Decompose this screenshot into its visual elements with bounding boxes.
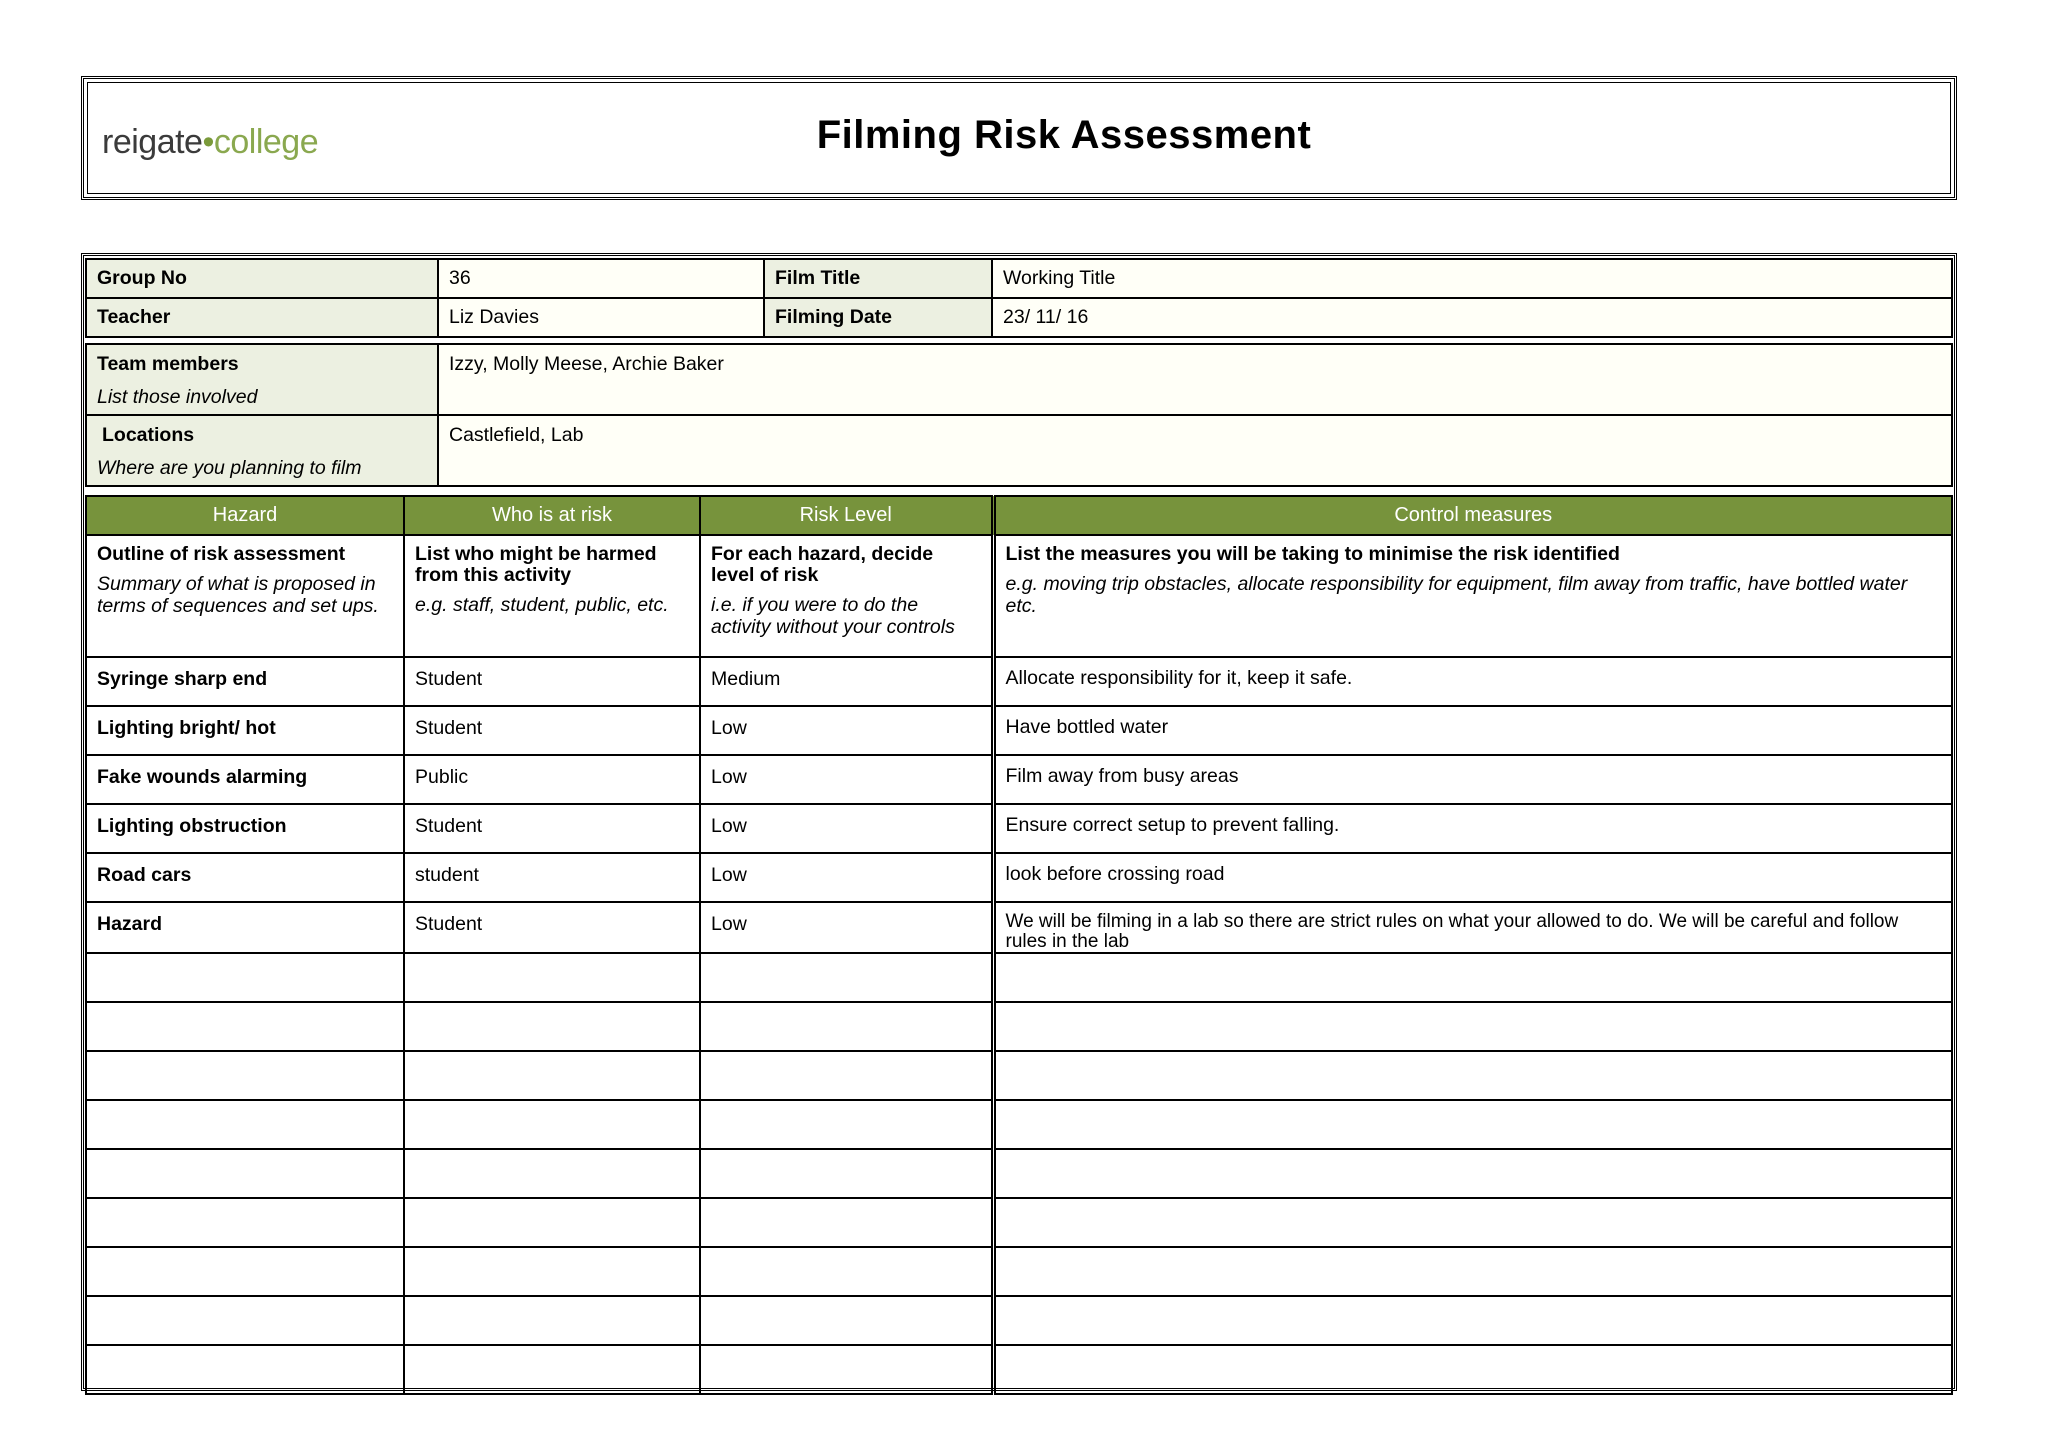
film-title-value[interactable]: Working Title <box>992 259 1952 298</box>
row-level[interactable]: Low <box>700 902 993 953</box>
empty-cell[interactable] <box>993 1002 1952 1051</box>
filming-date-value[interactable]: 23/ 11/ 16 <box>992 298 1952 337</box>
intro-level-title: For each hazard, decide level of risk <box>711 543 934 586</box>
team-members-label: Team members <box>97 353 239 375</box>
empty-cell[interactable] <box>86 1051 404 1100</box>
table-row <box>86 706 1952 755</box>
locations-label-cell <box>86 415 438 486</box>
empty-cell[interactable] <box>404 1198 700 1247</box>
row-level[interactable]: Low <box>700 755 993 804</box>
empty-cell[interactable] <box>993 1345 1952 1394</box>
empty-cell[interactable] <box>404 1051 700 1100</box>
intro-hazard-title: Outline of risk assessment <box>97 543 346 565</box>
group-no-value[interactable]: 36 <box>438 259 764 298</box>
row-hazard[interactable]: Road cars <box>86 853 404 902</box>
teacher-label: Teacher <box>86 298 438 337</box>
locations-row <box>86 415 1952 486</box>
locations-value[interactable]: Castlefield, Lab <box>438 415 1952 486</box>
empty-cell[interactable] <box>700 1296 993 1345</box>
empty-cell[interactable] <box>993 1051 1952 1100</box>
empty-cell[interactable] <box>700 1100 993 1149</box>
empty-cell[interactable] <box>700 953 993 1002</box>
row-who[interactable]: student <box>404 853 700 902</box>
empty-cell[interactable] <box>700 1149 993 1198</box>
row-control[interactable]: Have bottled water <box>993 706 1952 755</box>
empty-cell[interactable] <box>404 953 700 1002</box>
row-who[interactable]: Student <box>404 804 700 853</box>
empty-cell[interactable] <box>86 1345 404 1394</box>
empty-cell[interactable] <box>86 1247 404 1296</box>
locations-label: Locations <box>102 424 195 446</box>
empty-row <box>86 1345 1952 1394</box>
intro-row <box>86 535 1952 657</box>
row-who[interactable]: Public <box>404 755 700 804</box>
row-hazard[interactable]: Lighting bright/ hot <box>86 706 404 755</box>
empty-row <box>86 1149 1952 1198</box>
empty-cell[interactable] <box>700 1247 993 1296</box>
intro-control-sub: e.g. moving trip obstacles, allocate responsibility for equipment, film away from traffic, have bottled water etc. <box>1005 573 1908 617</box>
header-risk-level: Risk Level <box>700 496 993 535</box>
header-who-at-risk: Who is at risk <box>404 496 700 535</box>
team-table <box>85 343 1953 487</box>
intro-hazard-sub: Summary of what is proposed in terms of sequences and set ups. <box>97 573 379 617</box>
row-control[interactable]: Film away from busy areas <box>993 755 1952 804</box>
empty-cell[interactable] <box>86 1002 404 1051</box>
empty-row <box>86 953 1952 1002</box>
info-row-teacher <box>86 298 1952 337</box>
header-control-measures: Control measures <box>993 496 1952 535</box>
empty-cell[interactable] <box>700 1345 993 1394</box>
empty-cell[interactable] <box>86 1198 404 1247</box>
empty-cell[interactable] <box>404 1149 700 1198</box>
logo-dot: • <box>202 123 214 161</box>
team-members-row <box>86 344 1952 415</box>
empty-cell[interactable] <box>404 1100 700 1149</box>
table-row <box>86 804 1952 853</box>
empty-cell[interactable] <box>700 1051 993 1100</box>
empty-row <box>86 1296 1952 1345</box>
team-members-value[interactable]: Izzy, Molly Meese, Archie Baker <box>438 344 1952 415</box>
row-hazard[interactable]: Fake wounds alarming <box>86 755 404 804</box>
empty-cell[interactable] <box>404 1002 700 1051</box>
row-control[interactable]: We will be filming in a lab so there are strict rules on what your allowed to do. We will be careful and follow rules in the lab <box>993 902 1952 953</box>
empty-cell[interactable] <box>86 1296 404 1345</box>
empty-cell[interactable] <box>993 1296 1952 1345</box>
header-box <box>81 76 1957 200</box>
row-hazard[interactable]: Syringe sharp end <box>86 657 404 706</box>
document-title: Filming Risk Assessment <box>816 113 1312 157</box>
header-hazard: Hazard <box>86 496 404 535</box>
group-no-label: Group No <box>86 259 438 298</box>
filming-date-label: Filming Date <box>764 298 992 337</box>
empty-row <box>86 1051 1952 1100</box>
empty-cell[interactable] <box>993 1247 1952 1296</box>
header-inner-border <box>87 82 1951 194</box>
intro-control-title: List the measures you will be taking to minimise the risk identified <box>1005 543 1620 565</box>
row-level[interactable]: Low <box>700 853 993 902</box>
table-row <box>86 853 1952 902</box>
empty-cell[interactable] <box>700 1198 993 1247</box>
intro-control <box>993 535 1952 657</box>
logo-text-left: reigate <box>102 123 203 161</box>
row-level[interactable]: Medium <box>700 657 993 706</box>
hazard-table-header <box>86 496 1952 535</box>
intro-who <box>404 535 700 657</box>
row-level[interactable]: Low <box>700 804 993 853</box>
table-row <box>86 657 1952 706</box>
empty-cell[interactable] <box>86 1100 404 1149</box>
empty-cell[interactable] <box>404 1345 700 1394</box>
empty-row <box>86 1198 1952 1247</box>
empty-cell[interactable] <box>993 1198 1952 1247</box>
empty-row <box>86 1002 1952 1051</box>
intro-hazard <box>86 535 404 657</box>
row-who[interactable]: Student <box>404 902 700 953</box>
empty-cell[interactable] <box>993 953 1952 1002</box>
row-control[interactable]: look before crossing road <box>993 853 1952 902</box>
row-control[interactable]: Allocate responsibility for it, keep it safe. <box>993 657 1952 706</box>
intro-who-sub: e.g. staff, student, public, etc. <box>415 594 669 616</box>
empty-cell[interactable] <box>993 1100 1952 1149</box>
row-hazard[interactable]: Lighting obstruction <box>86 804 404 853</box>
intro-who-title: List who might be harmed from this activity <box>415 543 657 586</box>
table-row <box>86 902 1952 953</box>
empty-cell[interactable] <box>86 1149 404 1198</box>
row-who[interactable]: Student <box>404 657 700 706</box>
empty-row <box>86 1247 1952 1296</box>
row-control[interactable]: Ensure correct setup to prevent falling. <box>993 804 1952 853</box>
film-title-label: Film Title <box>764 259 992 298</box>
row-level[interactable]: Low <box>700 706 993 755</box>
intro-level <box>700 535 993 657</box>
locations-hint: Where are you planning to film <box>97 457 362 479</box>
empty-cell[interactable] <box>700 1002 993 1051</box>
team-members-hint: List those involved <box>97 386 258 408</box>
empty-cell[interactable] <box>86 953 404 1002</box>
logo-text-right: college <box>213 123 319 161</box>
table-row <box>86 755 1952 804</box>
empty-cell[interactable] <box>993 1149 1952 1198</box>
team-members-label-cell <box>86 344 438 415</box>
empty-cell[interactable] <box>404 1296 700 1345</box>
empty-row <box>86 1100 1952 1149</box>
info-table <box>85 258 1953 338</box>
info-row-group <box>86 259 1952 298</box>
row-hazard[interactable]: Hazard <box>86 902 404 953</box>
empty-cell[interactable] <box>404 1247 700 1296</box>
intro-level-sub: i.e. if you were to do the activity without your controls <box>711 594 955 638</box>
hazard-table <box>85 495 1953 1395</box>
row-who[interactable]: Student <box>404 706 700 755</box>
teacher-value[interactable]: Liz Davies <box>438 298 764 337</box>
